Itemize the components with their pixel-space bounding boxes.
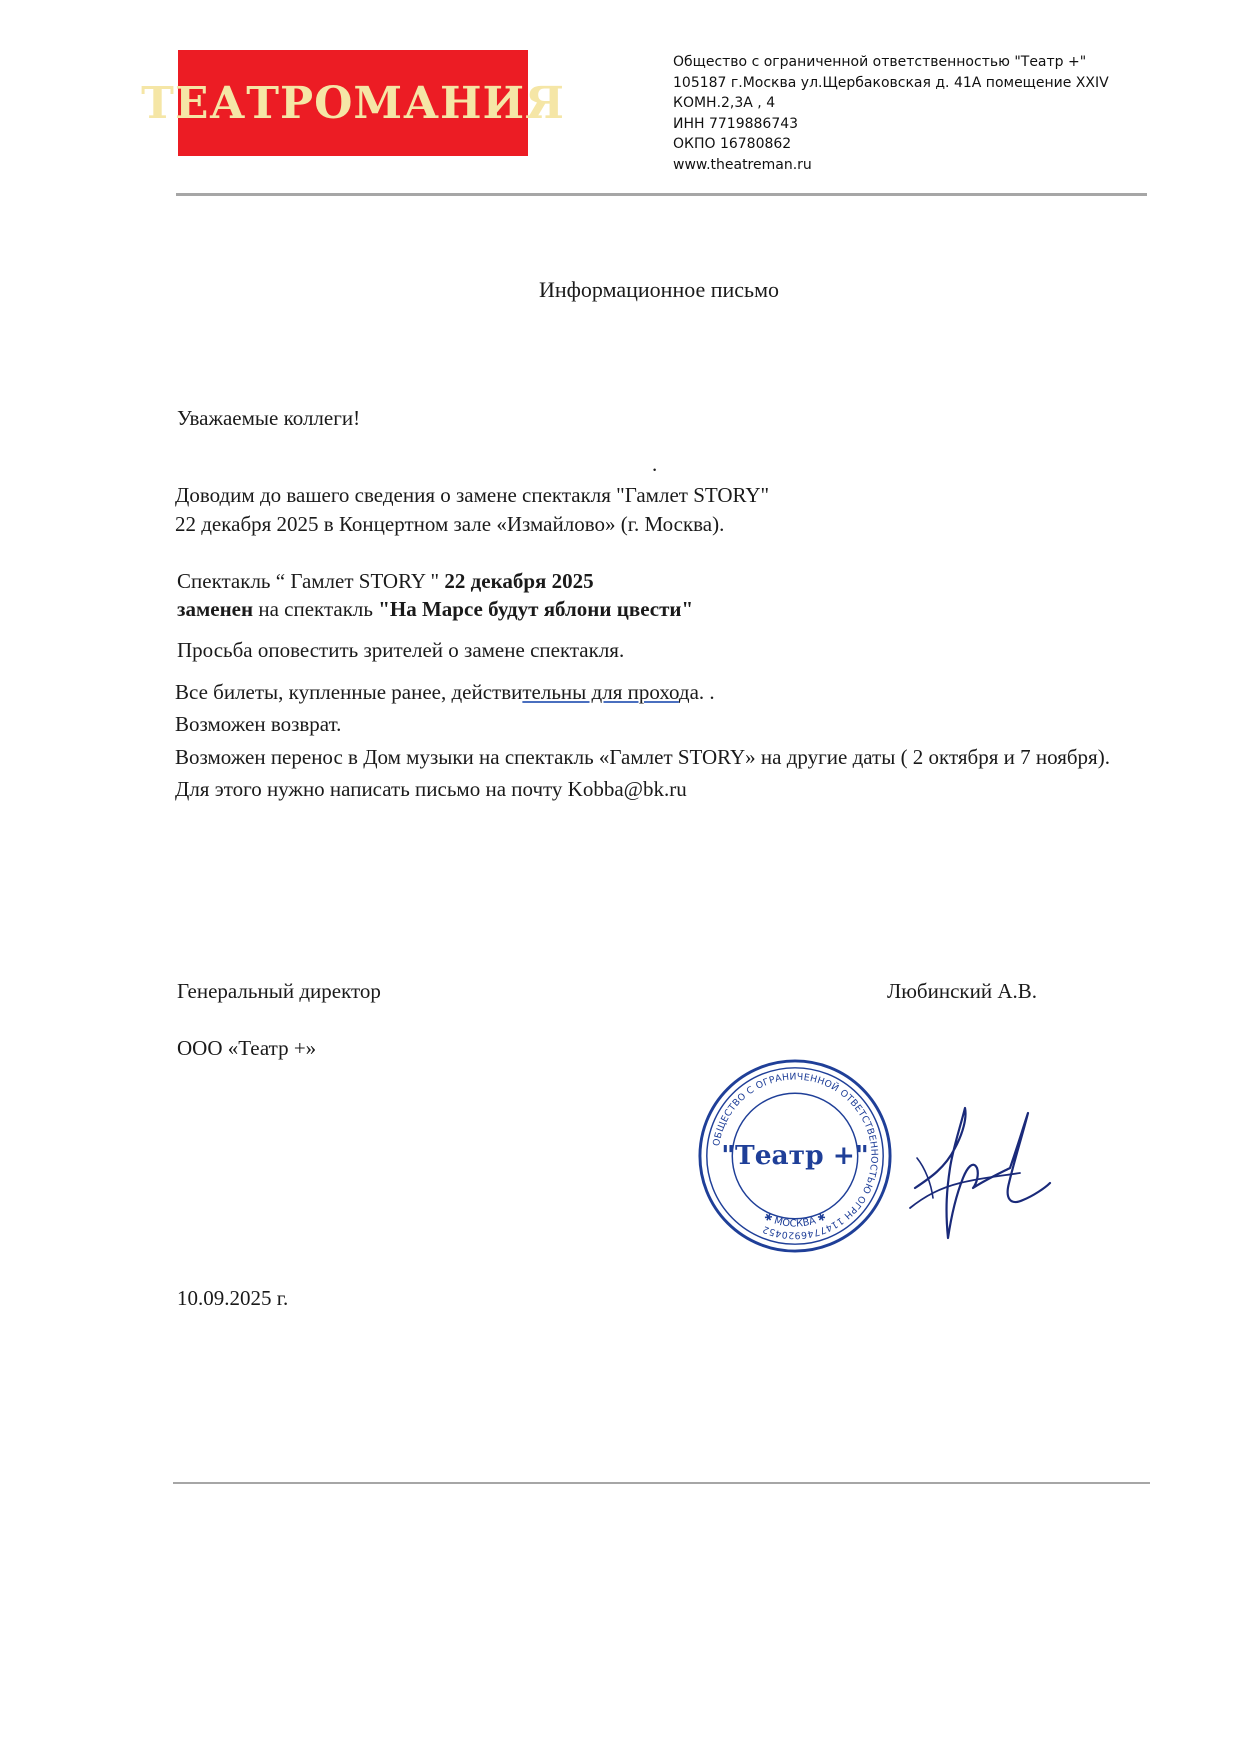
p2-date-bold: 22 декабря 2025 [444,569,594,593]
header-divider [176,193,1147,196]
logo-text: ТЕАТРОМАНИЯ [141,77,565,129]
svg-text:ОБЩЕСТВО С ОГРАНИЧЕННОЙ ОТВЕТС: ОБЩЕСТВО С ОГРАНИЧЕННОЙ ОТВЕТСТВЕННОСТЬЮ ОГРН 1147746920452 [711,1071,880,1241]
svg-text:✱ МОСКВА ✱: ✱ МОСКВА ✱ [761,1211,829,1230]
handwritten-signature [905,1088,1055,1258]
paragraph-7: Для этого нужно написать письмо на почту Kobba@bk.ru [175,777,687,801]
signer-name: Любинский А.В. [887,979,1038,1003]
paragraph-5: Возможен возврат. [175,712,342,736]
p4-part-c: да. . [678,680,715,704]
paragraph-1-line-1: Доводим до вашего сведения о замене спектакля "Гамлет STORY" [175,483,770,507]
signer-position: Генеральный директор [177,979,381,1003]
paragraph-3: Просьба оповестить зрителей о замене спектакля. [177,638,625,662]
letter-title: Информационное письмо [539,277,780,302]
requisite-line: ИНН 7719886743 [673,115,799,132]
paragraph-2-line-2 [177,597,693,622]
company-name: ООО «Театр +» [177,1036,317,1060]
letter-date: 10.09.2025 г. [177,1286,289,1310]
new-show-title: "На Марсе будут яблони цвести" [378,597,694,621]
company-logo [141,50,565,156]
p2-line2-normal: на спектакль [253,597,379,621]
paragraph-4 [175,680,715,705]
footer-divider [173,1482,1150,1484]
stray-dot: . [652,452,658,476]
p2-normal-text: Спектакль “ Гамлет STORY " [177,569,445,593]
svg-text:"Театр +": "Театр +" [721,1139,869,1171]
paragraph-2-line-1 [177,569,594,594]
p4-part-a: Все билеты, купленные ранее, действи [175,680,523,704]
p4-underlined: тельны для прохо [522,680,679,704]
website-link[interactable]: www.theatreman.ru [673,156,812,173]
replaced-bold: заменен [177,597,254,621]
requisite-line: 105187 г.Москва ул.Щербаковская д. 41А помещение XXIV [673,74,1109,91]
company-requisites [673,52,1109,175]
greeting: Уважаемые коллеги! [177,406,361,430]
requisite-line: КОМН.2,3А , 4 [673,95,776,111]
requisite-line: ОКПО 16780862 [673,136,792,152]
paragraph-1-line-2: 22 декабря 2025 в Концертном зале «Измайлово» (г. Москва). [175,512,725,536]
company-stamp-seal [697,1058,893,1254]
requisite-line: Общество с ограниченной ответственностью "Театр +" [673,54,1087,70]
paragraph-6: Возможен перенос в Дом музыки на спектакль «Гамлет STORY» на другие даты ( 2 октября и 7 ноября). [175,745,1110,769]
